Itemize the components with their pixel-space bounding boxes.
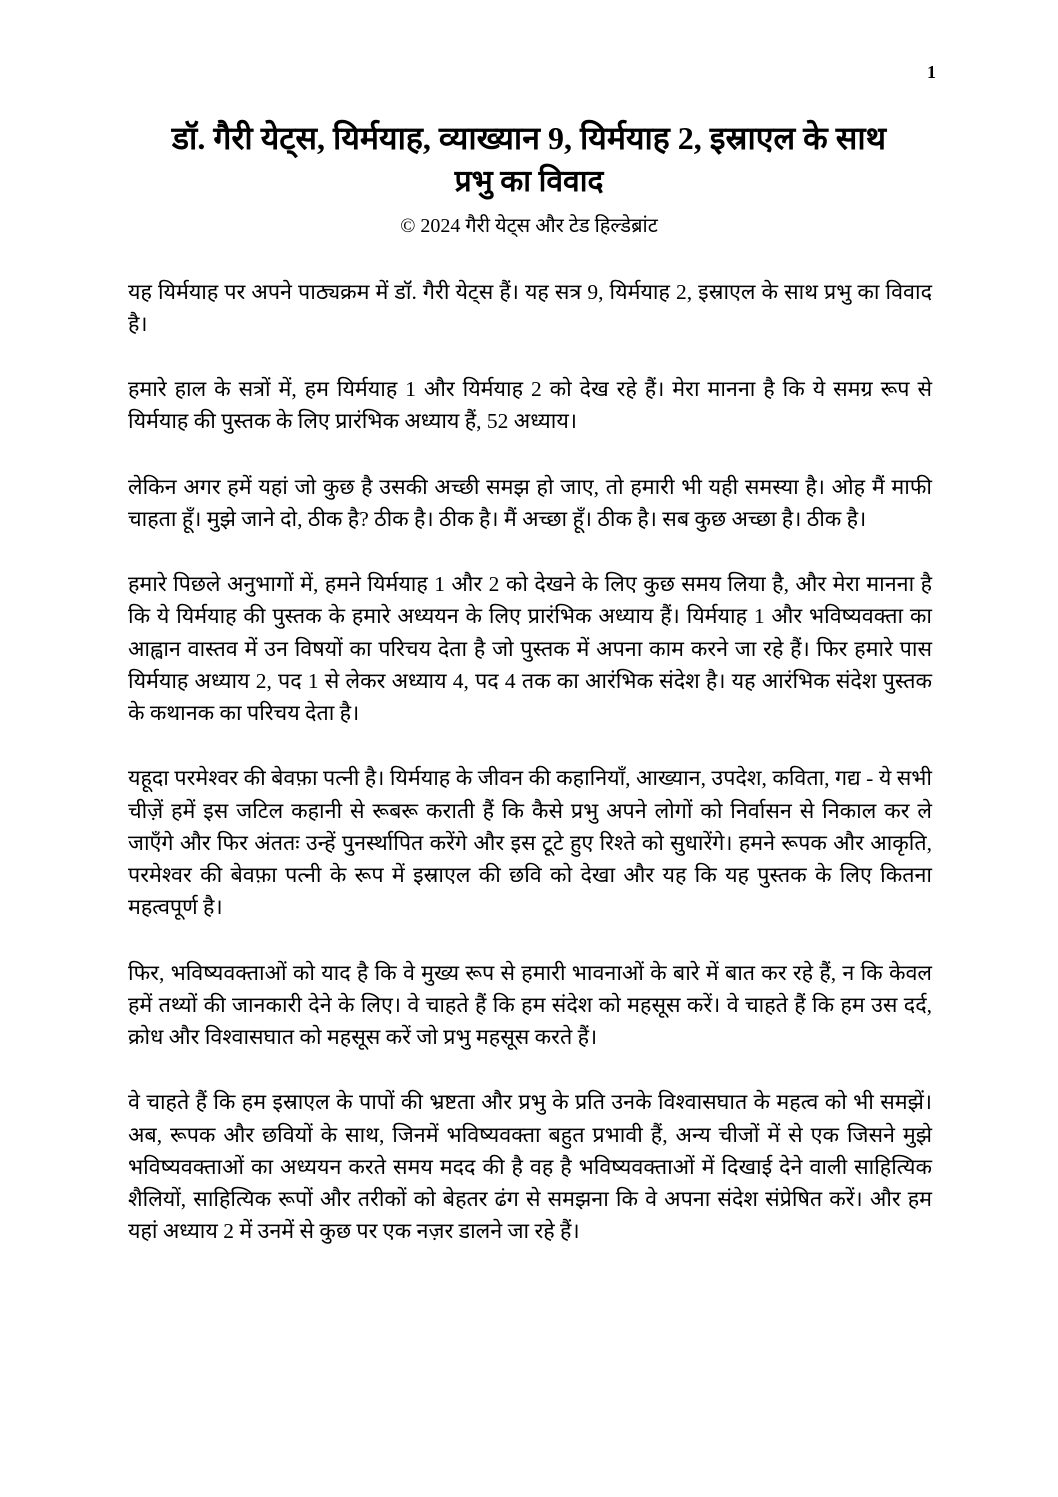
- paragraph: फिर, भविष्यवक्ताओं को याद है कि वे मुख्य रूप से हमारी भावनाओं के बारे में बात कर रहे हैं, न कि केवल हमें तथ्यों की जानकारी देने के लिए। वे चाहते हैं कि हम संदेश को महसूस करें। वे चाहते हैं कि हम उस दर्द, क्रोध और विश्वासघात को महसूस करें जो प्रभु महसूस करते हैं।: [128, 960, 932, 1050]
- page-number: 1: [927, 62, 936, 82]
- paragraph: यहूदा परमेश्वर की बेवफ़ा पत्नी है। यिर्मयाह के जीवन की कहानियाँ, आख्यान, उपदेश, कविता, गद्य - ये सभी चीज़ें हमें इस जटिल कहानी से रूबरू कराती हैं कि कैसे प्रभु अपने लोगों को निर्वासन से निकाल कर ले जाएँगे और फिर अंततः उन्हें पुनर्स्थापित करेंगे और इस टूटे हुए रिश्ते को सुधारेंगे। हमने रूपक और आकृति, परमेश्वर की बेवफ़ा पत्नी के रूप में इस्राएल की छवि को देखा और यह कि यह पुस्तक के लिए कितना महत्वपूर्ण है।: [128, 766, 932, 920]
- paragraph: हमारे हाल के सत्रों में, हम यिर्मयाह 1 और यिर्मयाह 2 को देख रहे हैं। मेरा मानना है कि ये समग्र रूप से यिर्मयाह की पुस्तक के लिए प्रारंभिक अध्याय हैं, 52 अध्याय।: [128, 377, 932, 434]
- document-title: डॉ. गैरी येट्स, यिर्मयाह, व्याख्यान 9, यिर्मयाह 2, इस्राएल के साथ: [171, 120, 887, 156]
- copyright-line: © 2024 गैरी येट्स और टेड हिल्डेब्रांट: [400, 214, 658, 237]
- document-subtitle: प्रभु का विवाद: [454, 164, 604, 198]
- paragraph: हमारे पिछले अनुभागों में, हमने यिर्मयाह 1 और 2 को देखने के लिए कुछ समय लिया है, और मेरा मानना है कि ये यिर्मयाह की पुस्तक के हमारे अध्ययन के लिए प्रारंभिक अध्याय हैं। यिर्मयाह 1 और भविष्यवक्ता का आह्वान वास्तव में उन विषयों का परिचय देता है जो पुस्तक में अपना काम करने जा रहे हैं। फिर हमारे पास यिर्मयाह अध्याय 2, पद 1 से लेकर अध्याय 4, पद 4 तक का आरंभिक संदेश है। यह आरंभिक संदेश पुस्तक के कथानक का परिचय देता है।: [128, 572, 932, 726]
- title-block: [70, 118, 988, 238]
- paragraph: वे चाहते हैं कि हम इस्राएल के पापों की भ्रष्टता और प्रभु के प्रति उनके विश्वासघात के महत्व को भी समझें। अब, रूपक और छवियों के साथ, जिनमें भविष्यवक्ता बहुत प्रभावी हैं, अन्य चीजों में से एक जिसने मुझे भविष्यवक्ताओं का अध्ययन करते समय मदद की है वह है भविष्यवक्ताओं में दिखाई देने वाली साहित्यिक शैलियों, साहित्यिक रूपों और तरीकों को बेहतर ढंग से समझना कि वे अपना संदेश संप्रेषित करें। और हम यहां अध्याय 2 में उनमें से कुछ पर एक नज़र डालने जा रहे हैं।: [128, 1090, 932, 1244]
- paragraph: यह यिर्मयाह पर अपने पाठ्यक्रम में डॉ. गैरी येट्स हैं। यह सत्र 9, यिर्मयाह 2, इस्राएल के साथ प्रभु का विवाद है।: [128, 279, 932, 336]
- document-body: [128, 276, 932, 1248]
- paragraph: लेकिन अगर हमें यहां जो कुछ है उसकी अच्छी समझ हो जाए, तो हमारी भी यही समस्या है। ओह मैं माफी चाहता हूँ। मुझे जाने दो, ठीक है? ठीक है। ठीक है। मैं अच्छा हूँ। ठीक है। सब कुछ अच्छा है। ठीक है।: [128, 474, 932, 531]
